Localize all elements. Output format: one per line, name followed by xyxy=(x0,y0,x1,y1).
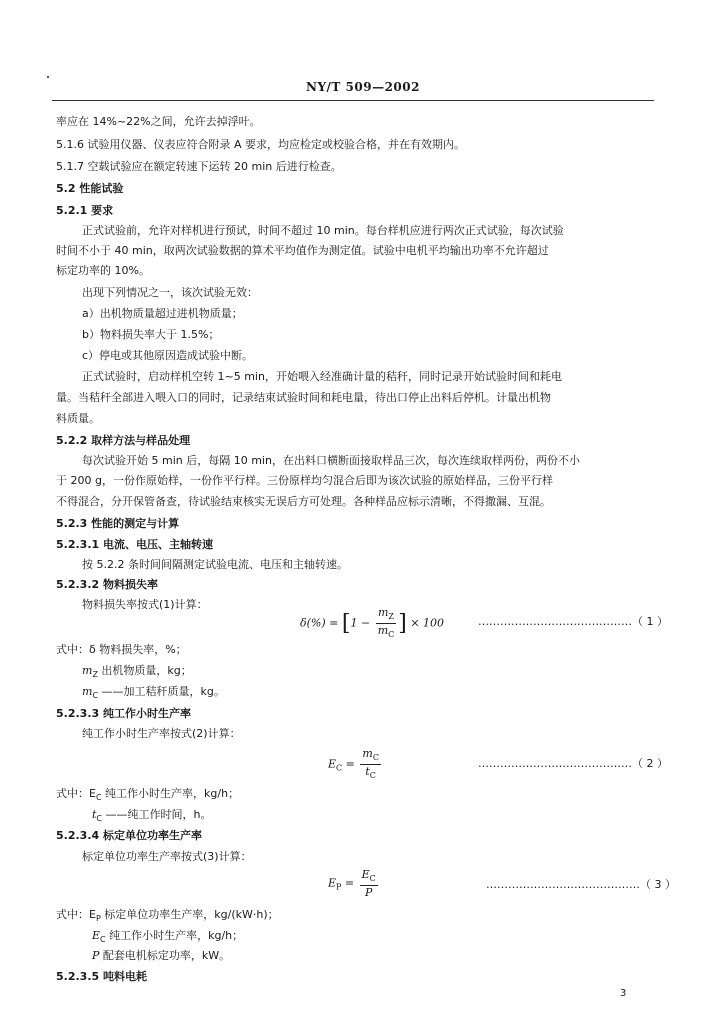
list-item-b: b）物料损失率大于 1.5%； xyxy=(82,328,220,341)
definition-line: $m_C$ ——加工秸秆质量，kg。 xyxy=(82,685,225,700)
clause-5-1-6: 5.1.6 试验用仪器、仪表应符合附录 A 要求，均应检定或校验合格，并在有效期内。 xyxy=(56,138,466,151)
definition-line: 式中：δ 物料损失率，%； xyxy=(56,643,187,656)
definition-line: P 配套电机标定功率，kW。 xyxy=(92,949,231,962)
section-heading-5-2-3-3: 5.2.3.3 纯工作小时生产率 xyxy=(56,707,191,720)
list-item-a: a）出机物质量超过进机物质量； xyxy=(82,307,243,320)
text-line: 正式试验时，启动样机空转 1~5 min，开始喂入经准确计量的秸秆，同时记录开始试验时间和耗电 xyxy=(82,370,562,383)
text-line: 标定功率的 10%。 xyxy=(56,264,150,277)
text-line: 按 5.2.2 条时间间隔测定试验电流、电压和主轴转速。 xyxy=(82,558,348,571)
text-line: 不得混合，分开保管备查，待试验结束核实无误后方可处理。各种样品应标示清晰，不得撒漏、互混。 xyxy=(56,495,551,508)
text-line: 标定单位功率生产率按式(3)计算： xyxy=(82,850,252,863)
section-heading-5-2-3-2: 5.2.3.2 物料损失率 xyxy=(56,578,158,591)
text-line: 正式试验前，允许对样机进行预试，时间不超过 10 min。每台样机应进行两次正式试验，每次试验 xyxy=(82,224,564,237)
definition-line: $E_C$ 纯工作小时生产率，kg/h； xyxy=(92,929,244,944)
definition-line: 式中：$E_P$ 标定单位功率生产率，kg/(kW·h)； xyxy=(56,908,279,923)
text-line: 率应在 14%~22%之间，允许去掉浮叶。 xyxy=(56,115,261,128)
text-line: 于 200 g，一份作原始样，一份作平行样。三份原样均匀混合后即为该次试验的原始样品，三份平行样 xyxy=(56,474,553,487)
header-standard-id: NY/T 509—2002 xyxy=(306,80,420,94)
definition-line: $t_C$ ——纯工作时间，h。 xyxy=(92,808,212,823)
definition-line: 式中：$E_C$ 纯工作小时生产率，kg/h； xyxy=(56,787,240,802)
list-item-c: c）停电或其他原因造成试验中断。 xyxy=(82,349,254,362)
text-line: 纯工作小时生产率按式(2)计算： xyxy=(82,727,241,740)
header-rule xyxy=(52,100,654,101)
section-heading-5-2-3-4: 5.2.3.4 标定单位功率生产率 xyxy=(56,829,202,842)
equation-number-1: ……………………………………（ 1 ） xyxy=(478,615,668,628)
equation-number-3: ……………………………………（ 3 ） xyxy=(486,878,676,891)
equation-2: $E_C$ = $\frac{m_C}{t_C}$ xyxy=(328,747,379,780)
text-line: 每次试验开始 5 min 后，每隔 10 min，在出料口横断面接取样品三次，每次连续取样两份，两份不小 xyxy=(82,454,580,467)
text-line: 量。当秸秆全部进入喂入口的同时，记录结束试验时间和耗电量，待出口停止出料后停机。计量出机物 xyxy=(56,391,551,404)
equation-1: δ(%) = [1 − $\frac{m_Z}{m_C}$ ] × 100 xyxy=(300,606,445,639)
section-heading-5-2-3-1: 5.2.3.1 电流、电压、主轴转速 xyxy=(56,538,213,551)
text-line: 料质量。 xyxy=(56,412,100,425)
section-heading-5-2-3: 5.2.3 性能的测定与计算 xyxy=(56,517,180,530)
section-heading-5-2-2: 5.2.2 取样方法与样品处理 xyxy=(56,434,191,447)
equation-3: $E_P$ = $\frac{E_C}{P}$ xyxy=(328,868,376,899)
definition-line: $m_Z$ 出机物质量，kg； xyxy=(82,664,192,679)
clause-5-1-7: 5.1.7 空载试验应在额定转速下运转 20 min 后进行检查。 xyxy=(56,160,342,173)
section-heading-5-2-1: 5.2.1 要求 xyxy=(56,204,114,217)
text-line: 物料损失率按式(1)计算： xyxy=(82,598,208,611)
page-number: 3 xyxy=(620,988,627,999)
text-line: 出现下列情况之一，该次试验无效： xyxy=(82,286,258,299)
section-heading-5-2: 5.2 性能试验 xyxy=(56,182,124,195)
section-heading-5-2-3-5: 5.2.3.5 吨料电耗 xyxy=(56,970,147,983)
text-line: 时间不小于 40 min，取两次试验数据的算术平均值作为测定值。试验中电机平均输出功率不允许超过 xyxy=(56,244,549,257)
scan-mark xyxy=(47,76,49,78)
equation-number-2: ……………………………………（ 2 ） xyxy=(478,757,668,770)
